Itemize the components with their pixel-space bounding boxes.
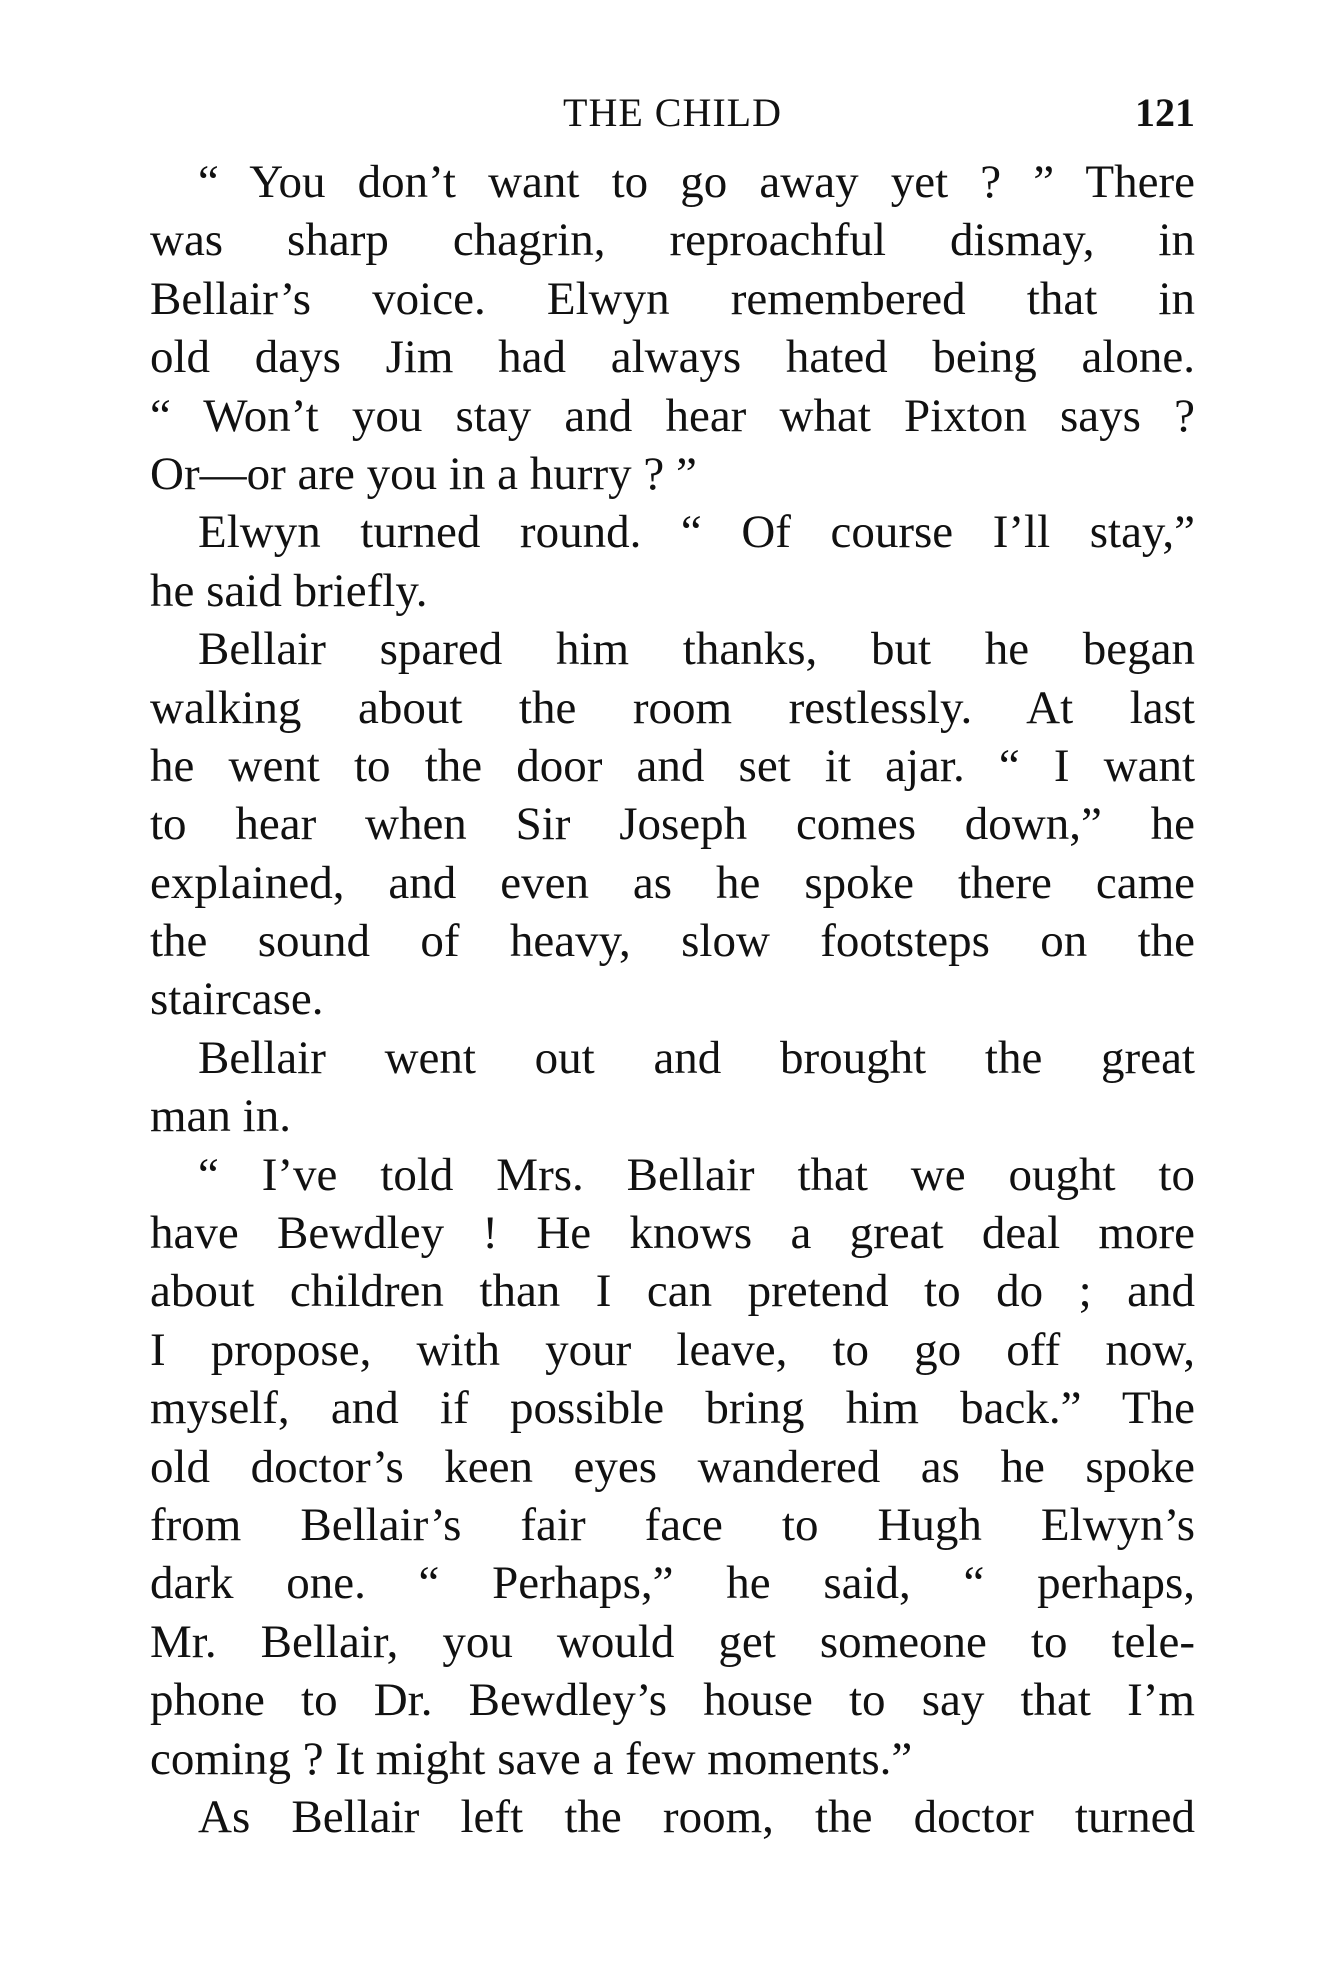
text-line: staircase. — [150, 973, 324, 1026]
running-title: THE CHILD — [563, 90, 782, 135]
text-line: he said briefly. — [150, 564, 428, 617]
text-line: about children than I can pretend to do ; and — [150, 1265, 1195, 1318]
text-line: I propose, with your leave, to go off now, — [150, 1323, 1195, 1376]
text-line: phone to Dr. Bewdley’s house to say that I’m — [150, 1674, 1195, 1727]
text-line: he went to the door and set it ajar. “ I want — [150, 739, 1195, 792]
text-line: man in. — [150, 1090, 291, 1143]
text-line: was sharp chagrin, reproachful dismay, in — [150, 214, 1195, 267]
text-line: Elwyn turned round. “ Of course I’ll stay,” — [198, 506, 1195, 559]
text-line: “ Won’t you stay and hear what Pixton says ? — [150, 389, 1195, 442]
body-text — [150, 153, 1195, 1846]
text-line: “ You don’t want to go away yet ? ” There — [198, 156, 1195, 208]
text-line: dark one. “ Perhaps,” he said, “ perhaps, — [150, 1557, 1195, 1610]
text-line: As Bellair left the room, the doctor turned — [198, 1790, 1195, 1843]
text-line: Bellair’s voice. Elwyn remembered that in — [150, 272, 1195, 325]
text-line: Or—or are you in a hurry ? ” — [150, 447, 697, 500]
text-line: explained, and even as he spoke there came — [150, 856, 1195, 909]
text-line: “ I’ve told Mrs. Bellair that we ought to — [198, 1148, 1195, 1201]
text-line: myself, and if possible bring him back.” The — [150, 1382, 1195, 1435]
text-line: from Bellair’s fair face to Hugh Elwyn’s — [150, 1498, 1195, 1551]
text-line: to hear when Sir Joseph comes down,” he — [150, 798, 1195, 851]
text-line: Mr. Bellair, you would get someone to tele- — [150, 1615, 1195, 1668]
page-number: 121 — [1135, 90, 1195, 135]
text-line: have Bewdley ! He knows a great deal more — [150, 1207, 1195, 1260]
text-line: walking about the room restlessly. At last — [150, 681, 1195, 734]
text-line: old doctor’s keen eyes wandered as he spoke — [150, 1440, 1195, 1493]
text-line: Bellair went out and brought the great — [198, 1031, 1195, 1084]
running-head — [150, 88, 1195, 138]
text-line: the sound of heavy, slow footsteps on the — [150, 915, 1195, 968]
text-line: Bellair spared him thanks, but he began — [198, 623, 1195, 676]
text-line: coming ? It might save a few moments.” — [150, 1732, 913, 1785]
text-line: old days Jim had always hated being alone. — [150, 331, 1195, 384]
